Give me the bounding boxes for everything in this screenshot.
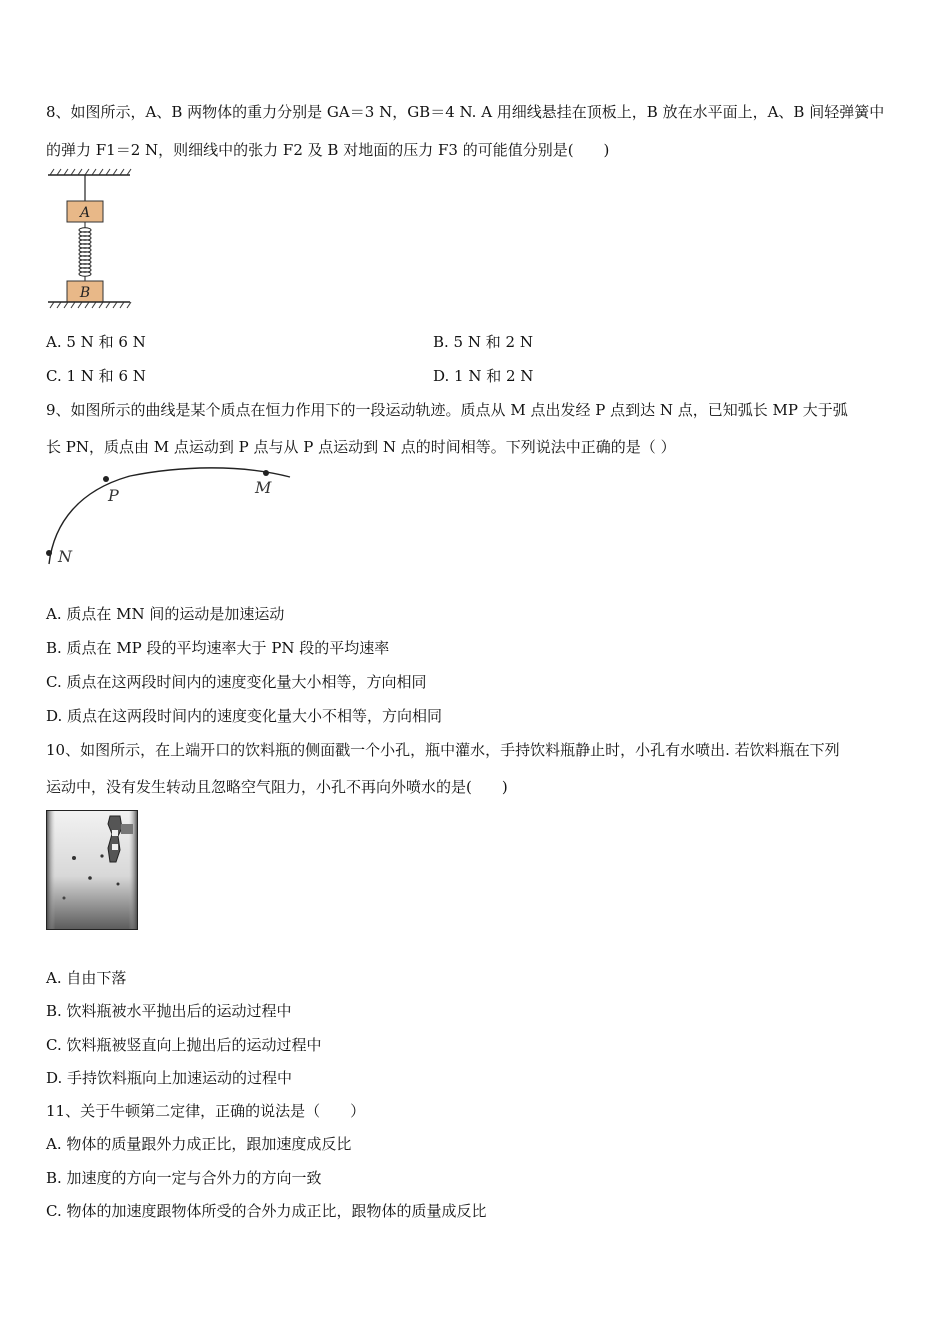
q8-option-d[interactable]: D. 1 N 和 2 N <box>433 367 534 385</box>
q8-block-a-label: A <box>79 205 91 221</box>
q11-option-c[interactable]: C. 物体的加速度跟物体所受的合外力成正比，跟物体的质量成反比 <box>46 1202 487 1220</box>
q10-bottle-photo <box>46 810 138 930</box>
q8-block-b-label: B <box>79 285 91 301</box>
q11-stem-line1: 11、关于牛顿第二定律，正确的说法是（ ） <box>46 1102 366 1120</box>
q9-stem-line2: 长 PN，质点由 M 点运动到 P 点与从 P 点运动到 N 点的时间相等。下列说法中正确的是（ ） <box>46 438 676 456</box>
q10-option-c[interactable]: C. 饮料瓶被竖直向上抛出后的运动过程中 <box>46 1036 322 1054</box>
q10-option-b[interactable]: B. 饮料瓶被水平抛出后的运动过程中 <box>46 1002 292 1020</box>
q8-option-b[interactable]: B. 5 N 和 2 N <box>433 333 533 351</box>
q9-stem-line1: 9、如图所示的曲线是某个质点在恒力作用下的一段运动轨迹。质点从 M 点出发经 P 点到达 N 点，已知弧长 MP 大于弧 <box>46 401 848 419</box>
q10-stem-line2: 运动中，没有发生转动且忽略空气阻力，小孔不再向外喷水的是( ) <box>46 778 508 796</box>
q8-option-c[interactable]: C. 1 N 和 6 N <box>46 367 146 385</box>
q9-point-n-label: N <box>58 547 72 566</box>
q8-option-a[interactable]: A. 5 N 和 6 N <box>46 333 146 351</box>
q9-point-p-label: P <box>108 486 119 505</box>
q8-spring-figure <box>44 168 136 314</box>
q11-option-b[interactable]: B. 加速度的方向一定与合外力的方向一致 <box>46 1169 322 1187</box>
q9-point-m-label: M <box>255 478 272 497</box>
q9-option-a[interactable]: A. 质点在 MN 间的运动是加速运动 <box>46 605 285 623</box>
q10-option-d[interactable]: D. 手持饮料瓶向上加速运动的过程中 <box>46 1069 293 1087</box>
q10-stem-line1: 10、如图所示，在上端开口的饮料瓶的侧面戳一个小孔，瓶中灌水，手持饮料瓶静止时，小孔有水喷出. 若饮料瓶在下列 <box>46 741 840 759</box>
q9-option-d[interactable]: D. 质点在这两段时间内的速度变化量大小不相等，方向相同 <box>46 707 443 725</box>
q9-option-b[interactable]: B. 质点在 MP 段的平均速率大于 PN 段的平均速率 <box>46 639 390 657</box>
q10-option-a[interactable]: A. 自由下落 <box>46 969 127 987</box>
q8-stem-line2: 的弹力 F1＝2 N，则细线中的张力 F2 及 B 对地面的压力 F3 的可能值分别是( ) <box>46 141 610 159</box>
q8-stem-line1: 8、如图所示，A、B 两物体的重力分别是 GA＝3 N，GB＝4 N. A 用细线悬挂在顶板上，B 放在水平面上，A、B 间轻弹簧中 <box>46 103 885 121</box>
q9-option-c[interactable]: C. 质点在这两段时间内的速度变化量大小相等，方向相同 <box>46 673 427 691</box>
q11-option-a[interactable]: A. 物体的质量跟外力成正比，跟加速度成反比 <box>46 1135 352 1153</box>
q9-trajectory-figure <box>40 462 300 572</box>
